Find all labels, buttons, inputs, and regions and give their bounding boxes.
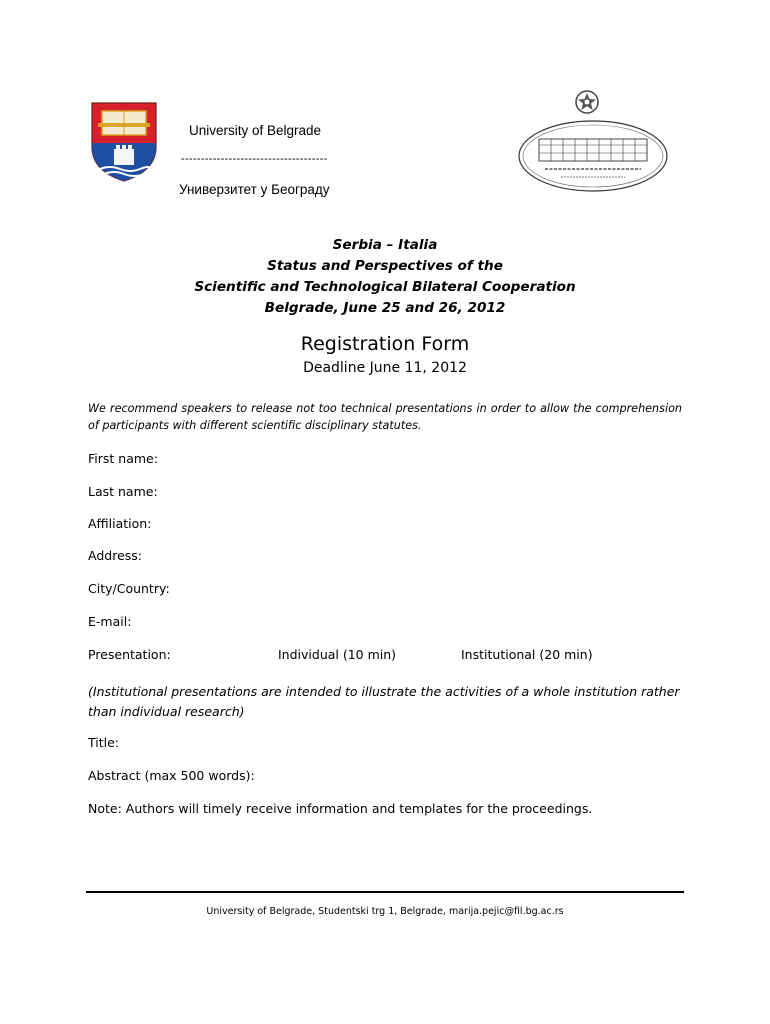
abstract-field[interactable]: Abstract (max 500 words): xyxy=(88,768,255,783)
form-title: Registration Form xyxy=(300,333,470,355)
affiliation-field[interactable]: Affiliation: xyxy=(88,516,152,531)
event-title-line-3: Scientific and Technological Bilateral Cooperation xyxy=(194,279,576,295)
form-deadline: Deadline June 11, 2012 xyxy=(303,360,467,376)
institutional-presentation-note: (Institutional presentations are intended to illustrate the activities of a whole institution rather than individual research) xyxy=(88,684,680,719)
last-name-field[interactable]: Last name: xyxy=(88,484,158,499)
city-country-field[interactable]: City/Country: xyxy=(88,581,170,596)
footer-divider xyxy=(86,891,684,893)
footer-address: University of Belgrade, Studentski trg 1, Belgrade, marija.pejic@fil.bg.ac.rs xyxy=(206,906,564,917)
event-title-line-1: Serbia – Italia xyxy=(332,237,438,253)
university-crest-logo xyxy=(90,101,158,183)
university-name-cyrillic: Универзитет у Београду xyxy=(179,182,330,197)
first-name-field[interactable]: First name: xyxy=(88,451,158,466)
title-field[interactable]: Title: xyxy=(88,735,119,750)
presentation-label: Presentation: xyxy=(88,647,171,662)
event-title-line-4: Belgrade, June 25 and 26, 2012 xyxy=(264,300,506,316)
authors-note: Note: Authors will timely receive information and templates for the proceedings. xyxy=(88,801,593,816)
event-title-block xyxy=(0,235,770,319)
address-field[interactable]: Address: xyxy=(88,548,142,563)
italian-emblem-icon xyxy=(574,89,600,115)
header-divider: ------------------------------------- xyxy=(181,153,328,165)
event-title-line-2: Status and Perspectives of the xyxy=(267,258,503,274)
email-field[interactable]: E-mail: xyxy=(88,614,132,629)
embassy-seal-logo xyxy=(517,119,669,193)
speaker-recommendation: We recommend speakers to release not too technical presentations in order to allow the comprehension of participants with different scientific disciplinary statutes. xyxy=(88,402,682,432)
university-name-english: University of Belgrade xyxy=(189,123,322,138)
presentation-option-institutional[interactable]: Institutional (20 min) xyxy=(461,647,593,662)
presentation-option-individual[interactable]: Individual (10 min) xyxy=(278,647,397,662)
